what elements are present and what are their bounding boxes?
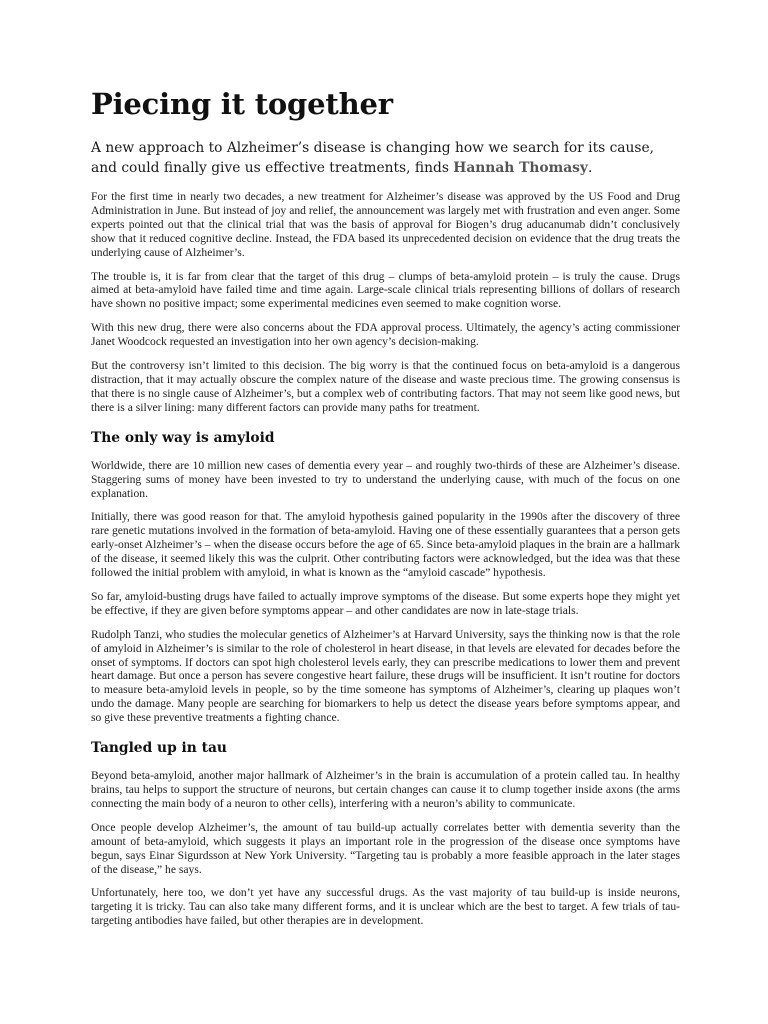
paragraph: But the controversy isn’t limited to this decision. The big worry is that the continued focus on beta-amyloid is a dangerous distraction, that it may actually obscure the complex nature of the disease and waste precious time. The growing consensus is that there is no single cause of Alzheimer’s, but a complex web of contributing factors. That may not seem like good news, but there is a silver lining: many different factors can provide many paths for treatment. bbox=[91, 359, 680, 414]
author-name: Hannah Thomasy bbox=[453, 160, 588, 176]
paragraph: Once people develop Alzheimer’s, the amount of tau build-up actually correlates better with dementia severity than the amount of beta-amyloid, which suggests it plays an important role in the progression of the disease once symptoms have begun, says Einar Sigurdsson at New York University. “Targeting tau is probably a more feasible approach in the later stages of the disease,” he says. bbox=[91, 820, 680, 876]
paragraph: The trouble is, it is far from clear that the target of this drug – clumps of beta-amyloid protein – is truly the cause. Drugs aimed at beta-amyloid have failed time and time again. Large-scale clinical trials representing billions of dollars of research have shown no positive impact; some experimental medicines even seemed to make cognition worse. bbox=[91, 269, 680, 311]
standfirst-end: . bbox=[587, 160, 593, 176]
paragraph: Beyond beta-amyloid, another major hallmark of Alzheimer’s in the brain is accumulation of a protein called tau. In healthy brains, tau helps to support the structure of neurons, but certain changes can cause it to clump together inside axons (the arms connecting the main body of a neuron to other cells), interfering with a neuron’s ability to communicate. bbox=[91, 769, 680, 810]
paragraph: With this new drug, there were also concerns about the FDA approval process. Ultimately, the agency’s acting commissioner Janet Woodcock requested an investigation into her own agency’s decision-making. bbox=[91, 321, 680, 349]
paragraph: So far, amyloid-busting drugs have failed to actually improve symptoms of the disease. But some experts hope they might yet be effective, if they are given before symptoms appear – and other candidates are now in late-stage trials. bbox=[91, 589, 680, 617]
section-heading: The only way is amyloid bbox=[91, 429, 275, 446]
section-heading: Tangled up in tau bbox=[91, 740, 227, 757]
paragraph: Worldwide, there are 10 million new cases of dementia every year – and roughly two-thirds of these are Alzheimer’s disease. Staggering sums of money have been invested to try to understand the underlying cause, with much of the focus on one explanation. bbox=[91, 458, 680, 500]
paragraph: Unfortunately, here too, we don’t yet have any successful drugs. As the vast majority of tau build-up is inside neurons, targeting it is tricky. Tau can also take many different forms, and it is unclear which are the best to target. A few trials of tau-targeting antibodies have failed, but other therapies are in development. bbox=[91, 886, 680, 928]
paragraph: Initially, there was good reason for that. The amyloid hypothesis gained popularity in the 1990s after the discovery of three rare genetic mutations involved in the formation of beta-amyloid. Having one of these essentially guarantees that a person gets early-onset Alzheimer’s – when the disease occurs before the age of 65. Since beta-amyloid plaques in the brain are a hallmark of the disease, it seemed likely this was the culprit. Other contributing factors were acknowledged, but the idea was that these followed the initial problem with amyloid, in what is known as the “amyloid cascade” hypothesis. bbox=[91, 510, 680, 580]
article-standfirst bbox=[91, 138, 680, 178]
paragraph: For the first time in nearly two decades, a new treatment for Alzheimer’s disease was approved by the US Food and Drug Administration in June. But instead of joy and relief, the announcement was largely met with frustration and even anger. Some experts pointed out that the clinical trial that was the basis of approval for Biogen’s drug aducanumab didn’t conclusively show that it reduced cognitive decline. Instead, the FDA based its unprecedented decision on evidence that the drug treats the underlying cause of Alzheimer’s. bbox=[91, 190, 680, 259]
paragraph: Rudolph Tanzi, who studies the molecular genetics of Alzheimer’s at Harvard University, says the thinking now is that the role of amyloid in Alzheimer’s is similar to the role of cholesterol in heart disease, in that levels are elevated for decades before the onset of symptoms. If doctors can spot high cholesterol levels early, they can prescribe medications to lower them and prevent heart damage. But once a person has severe congestive heart failure, these drugs will be insufficient. It isn’t routine for doctors to measure beta-amyloid levels in people, so by the time someone has symptoms of Alzheimer’s, clearing up plaques won’t undo the damage. Many people are searching for biomarkers to help us detect the disease years before symptoms appear, and so give these preventive treatments a fighting chance. bbox=[91, 627, 680, 725]
article-title: Piecing it together bbox=[91, 87, 393, 121]
standfirst-text: A new approach to Alzheimer’s disease is changing how we search for its cause, and could finally give us effective treatments, finds bbox=[91, 140, 655, 176]
